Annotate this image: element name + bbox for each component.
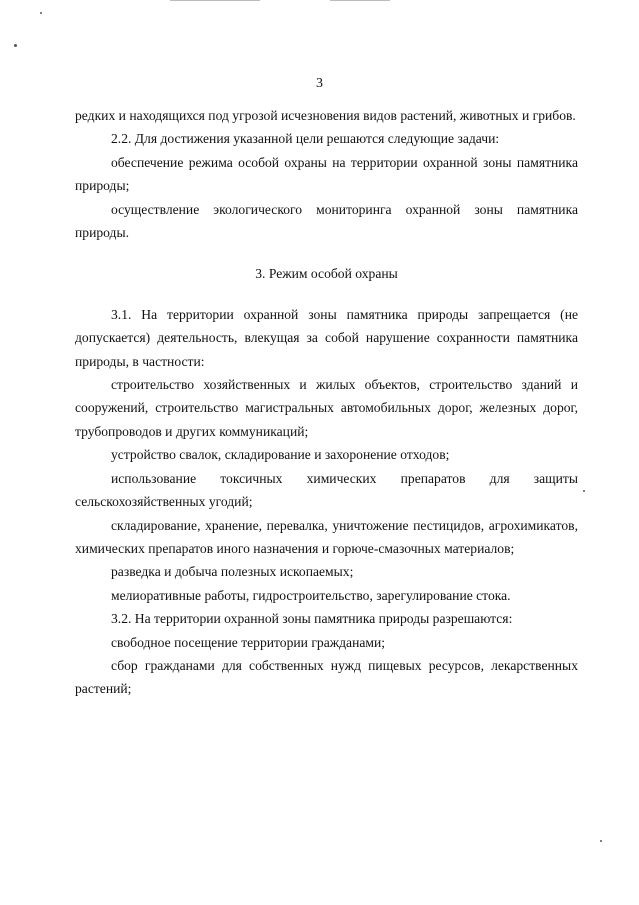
page-number: 3 <box>316 76 323 91</box>
paragraph: разведка и добыча полезных ископаемых; <box>111 564 354 580</box>
paragraph: устройство свалок, складирование и захоронение отходов; <box>111 447 450 463</box>
document-body <box>75 104 578 701</box>
paragraph: обеспечение режима особой охраны на территории охранной зоны памятника природы; <box>75 154 578 194</box>
scan-edge-mark <box>330 0 390 1</box>
section-heading: 3. Режим особой охраны <box>255 266 398 282</box>
scan-edge-mark <box>170 0 260 1</box>
paragraph: 3.2. На территории охранной зоны памятника природы разрешаются: <box>111 611 513 627</box>
paragraph: сбор гражданами для собственных нужд пищевых ресурсов, лекарственных растений; <box>75 657 578 697</box>
paragraph: мелиоративные работы, гидростроительство, зарегулирование стока. <box>111 587 511 603</box>
paragraph: использование токсичных химических препаратов для защиты сельскохозяйственных угодий; <box>75 470 578 510</box>
scan-speck <box>583 490 585 492</box>
scan-speck <box>600 840 602 842</box>
paragraph: строительство хозяйственных и жилых объектов, строительство зданий и сооружений, строительство магистральных автомобильных дорог, железных дорог, трубопроводов и других коммуникаций; <box>75 377 578 439</box>
paragraph: осуществление экологического мониторинга охранной зоны памятника природы. <box>75 201 578 241</box>
paragraph: 3.1. На территории охранной зоны памятника природы запрещается (не допускается) деятельность, влекущая за собой нарушение сохранности памятника природы, в частности: <box>75 306 578 369</box>
paragraph: 2.2. Для достижения указанной цели решаются следующие задачи: <box>111 131 500 147</box>
scan-speck <box>14 44 17 47</box>
paragraph: редких и находящихся под угрозой исчезновения видов растений, животных и грибов. <box>75 108 576 123</box>
scan-speck <box>40 12 42 14</box>
paragraph: свободное посещение территории гражданами; <box>111 634 386 650</box>
paragraph: складирование, хранение, перевалка, уничтожение пестицидов, агрохимикатов, химических препаратов иного назначения и горюче-смазочных материалов; <box>75 517 578 556</box>
